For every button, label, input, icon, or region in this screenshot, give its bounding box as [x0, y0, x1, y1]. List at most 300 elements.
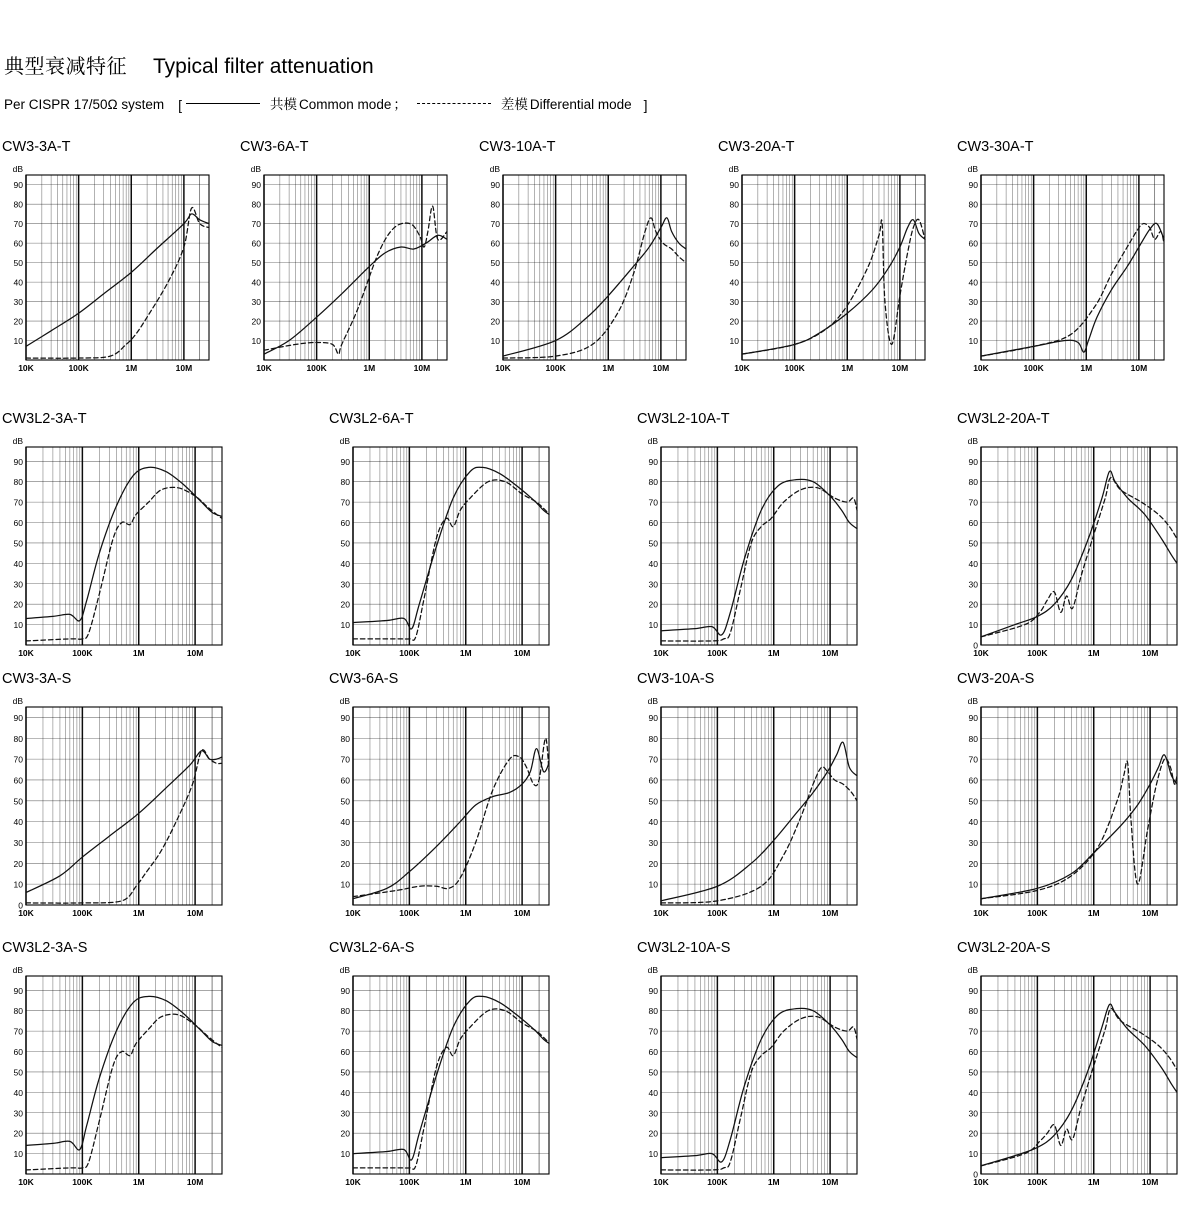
legend-common-en: Common mode	[299, 97, 392, 113]
svg-text:10K: 10K	[973, 362, 989, 373]
svg-text:10M: 10M	[513, 647, 531, 658]
svg-text:80: 80	[13, 733, 23, 744]
svg-text:10K: 10K	[653, 1176, 669, 1187]
svg-text:10K: 10K	[973, 907, 989, 918]
chart-title-cw3l2-20a-t: CW3L2-20A-T	[957, 411, 1050, 427]
svg-text:1M: 1M	[602, 362, 615, 373]
svg-text:30: 30	[340, 1107, 350, 1118]
svg-text:10: 10	[968, 335, 978, 346]
svg-text:70: 70	[490, 218, 500, 229]
svg-text:30: 30	[968, 1107, 978, 1118]
svg-text:10: 10	[729, 335, 739, 346]
svg-text:40: 40	[340, 1087, 350, 1098]
svg-text:30: 30	[968, 837, 978, 848]
chart-plot-cw3-20a-t	[716, 161, 931, 376]
legend-diff-en: Differential mode	[529, 97, 632, 113]
svg-text:70: 70	[13, 1026, 23, 1037]
svg-text:20: 20	[648, 599, 658, 610]
svg-text:10: 10	[251, 335, 261, 346]
svg-text:50: 50	[13, 795, 23, 806]
svg-text:1M: 1M	[841, 362, 854, 373]
svg-text:20: 20	[340, 599, 350, 610]
svg-text:20: 20	[340, 1128, 350, 1139]
svg-text:70: 70	[648, 497, 658, 508]
svg-text:10M: 10M	[413, 362, 431, 373]
svg-text:30: 30	[13, 837, 23, 848]
svg-text:70: 70	[968, 754, 978, 765]
svg-text:100K: 100K	[707, 1176, 728, 1187]
svg-text:20: 20	[968, 316, 978, 327]
svg-text:60: 60	[13, 238, 23, 249]
chart-cell-cw3l2-20a-s	[955, 941, 1183, 1190]
svg-text:100K: 100K	[707, 907, 728, 918]
chart-plot-cw3l2-10a-s	[635, 962, 863, 1190]
svg-text:90: 90	[340, 456, 350, 467]
svg-text:10K: 10K	[345, 647, 361, 658]
chart-title-cw3-6a-s: CW3-6A-S	[329, 671, 399, 687]
svg-text:60: 60	[13, 1046, 23, 1057]
svg-text:30: 30	[13, 296, 23, 307]
legend-diff-cn: 差模	[500, 97, 528, 113]
svg-text:40: 40	[968, 816, 978, 827]
svg-text:40: 40	[729, 277, 739, 288]
svg-text:20: 20	[490, 316, 500, 327]
svg-text:80: 80	[251, 199, 261, 210]
chart-cell-cw3l2-3a-t	[0, 412, 228, 661]
chart-cell-cw3l2-6a-s	[327, 941, 555, 1190]
chart-cell-cw3-6a-s	[327, 672, 555, 921]
svg-text:20: 20	[968, 599, 978, 610]
svg-text:70: 70	[648, 1026, 658, 1037]
svg-text:100K: 100K	[399, 647, 420, 658]
svg-text:50: 50	[13, 1066, 23, 1077]
svg-text:40: 40	[968, 277, 978, 288]
svg-text:80: 80	[13, 476, 23, 487]
svg-text:1M: 1M	[767, 907, 780, 918]
svg-text:10K: 10K	[973, 1176, 989, 1187]
svg-text:10M: 10M	[186, 1176, 204, 1187]
bracket-open: [	[178, 97, 183, 113]
svg-text:20: 20	[251, 316, 261, 327]
svg-text:60: 60	[648, 517, 658, 528]
svg-text:100K: 100K	[707, 647, 728, 658]
svg-text:10: 10	[968, 619, 978, 630]
svg-text:10: 10	[13, 335, 23, 346]
svg-text:1M: 1M	[459, 647, 472, 658]
svg-text:10K: 10K	[653, 907, 669, 918]
svg-text:80: 80	[13, 199, 23, 210]
svg-text:30: 30	[251, 296, 261, 307]
svg-text:100K: 100K	[399, 1176, 420, 1187]
chart-plot-cw3l2-6a-s	[327, 962, 555, 1190]
svg-text:80: 80	[968, 476, 978, 487]
chart-plot-cw3-6a-t	[238, 161, 453, 376]
chart-title-cw3-20a-s: CW3-20A-S	[957, 671, 1035, 687]
svg-text:10M: 10M	[1141, 1176, 1159, 1187]
chart-cell-cw3-3a-s	[0, 672, 228, 921]
svg-text:90: 90	[968, 456, 978, 467]
chart-plot-cw3l2-10a-t	[635, 433, 863, 661]
dashed-line-icon	[417, 103, 491, 104]
legend-separator: ；	[393, 97, 407, 113]
chart-title-cw3-10a-s: CW3-10A-S	[637, 671, 715, 687]
chart-cell-cw3l2-20a-t	[955, 412, 1183, 661]
svg-text:90: 90	[648, 985, 658, 996]
svg-text:70: 70	[729, 218, 739, 229]
svg-text:80: 80	[340, 1005, 350, 1016]
svg-text:10M: 10M	[186, 647, 204, 658]
svg-text:70: 70	[251, 218, 261, 229]
svg-text:100K: 100K	[72, 907, 93, 918]
bracket-close: ]	[643, 97, 648, 113]
svg-text:10M: 10M	[821, 1176, 839, 1187]
svg-text:80: 80	[340, 733, 350, 744]
svg-text:40: 40	[13, 1087, 23, 1098]
chart-plot-cw3-10a-s	[635, 693, 863, 921]
svg-text:10: 10	[13, 879, 23, 890]
svg-text:50: 50	[968, 257, 978, 268]
svg-text:10M: 10M	[1141, 907, 1159, 918]
svg-text:10: 10	[340, 619, 350, 630]
svg-text:dB: dB	[12, 163, 23, 174]
svg-text:dB: dB	[12, 695, 23, 706]
svg-text:100K: 100K	[72, 647, 93, 658]
svg-text:70: 70	[13, 497, 23, 508]
svg-text:10: 10	[340, 1148, 350, 1159]
svg-text:30: 30	[648, 837, 658, 848]
svg-text:10K: 10K	[973, 647, 989, 658]
chart-plot-cw3-20a-s	[955, 693, 1183, 921]
svg-text:30: 30	[13, 578, 23, 589]
svg-text:1M: 1M	[132, 647, 145, 658]
chart-cell-cw3l2-10a-t	[635, 412, 863, 661]
svg-text:90: 90	[729, 179, 739, 190]
svg-text:30: 30	[729, 296, 739, 307]
svg-text:1M: 1M	[767, 647, 780, 658]
svg-text:dB: dB	[967, 964, 978, 975]
svg-text:90: 90	[968, 179, 978, 190]
svg-text:1M: 1M	[459, 1176, 472, 1187]
chart-cell-cw3-20a-t	[716, 140, 931, 376]
chart-plot-cw3-3a-t	[0, 161, 215, 376]
svg-text:dB: dB	[967, 435, 978, 446]
svg-text:dB: dB	[647, 435, 658, 446]
chart-title-cw3l2-6a-t: CW3L2-6A-T	[329, 411, 414, 427]
svg-text:100K: 100K	[1023, 362, 1044, 373]
chart-plot-cw3-10a-t	[477, 161, 692, 376]
svg-text:0: 0	[973, 640, 978, 650]
svg-text:80: 80	[490, 199, 500, 210]
svg-text:20: 20	[13, 1128, 23, 1139]
svg-text:100K: 100K	[68, 362, 89, 373]
svg-text:60: 60	[729, 238, 739, 249]
chart-title-cw3-20a-t: CW3-20A-T	[718, 139, 795, 155]
chart-title-cw3-6a-t: CW3-6A-T	[240, 139, 309, 155]
svg-text:20: 20	[13, 599, 23, 610]
svg-text:dB: dB	[647, 695, 658, 706]
chart-title-cw3l2-6a-s: CW3L2-6A-S	[329, 940, 415, 956]
svg-text:60: 60	[340, 517, 350, 528]
svg-text:10K: 10K	[18, 647, 34, 658]
svg-text:50: 50	[968, 1066, 978, 1077]
svg-text:20: 20	[968, 1128, 978, 1139]
measurement-standard-label: Per CISPR 17/50Ω system	[4, 97, 165, 113]
svg-text:90: 90	[13, 985, 23, 996]
svg-text:10: 10	[968, 879, 978, 890]
svg-text:1M: 1M	[132, 907, 145, 918]
svg-text:30: 30	[490, 296, 500, 307]
svg-text:90: 90	[13, 712, 23, 723]
svg-text:20: 20	[340, 858, 350, 869]
svg-text:90: 90	[968, 712, 978, 723]
svg-text:60: 60	[968, 238, 978, 249]
svg-text:40: 40	[490, 277, 500, 288]
svg-text:1M: 1M	[1087, 1176, 1100, 1187]
svg-text:10M: 10M	[186, 907, 204, 918]
svg-text:40: 40	[13, 816, 23, 827]
chart-title-cw3-30a-t: CW3-30A-T	[957, 139, 1034, 155]
svg-text:10K: 10K	[18, 1176, 34, 1187]
svg-text:70: 70	[340, 1026, 350, 1037]
chart-cell-cw3-30a-t	[955, 140, 1170, 376]
chart-plot-cw3l2-3a-t	[0, 433, 228, 661]
svg-text:70: 70	[648, 754, 658, 765]
svg-text:70: 70	[968, 1026, 978, 1037]
svg-text:30: 30	[968, 296, 978, 307]
chart-title-cw3l2-3a-s: CW3L2-3A-S	[2, 940, 88, 956]
svg-text:80: 80	[729, 199, 739, 210]
svg-text:90: 90	[13, 179, 23, 190]
svg-text:10: 10	[340, 879, 350, 890]
chart-plot-cw3-6a-s	[327, 693, 555, 921]
svg-text:100K: 100K	[306, 362, 327, 373]
svg-text:10: 10	[648, 619, 658, 630]
svg-text:50: 50	[340, 795, 350, 806]
chart-title-cw3l2-10a-t: CW3L2-10A-T	[637, 411, 730, 427]
svg-text:40: 40	[968, 558, 978, 569]
svg-text:70: 70	[340, 754, 350, 765]
svg-text:70: 70	[13, 218, 23, 229]
svg-text:20: 20	[13, 316, 23, 327]
svg-text:90: 90	[13, 456, 23, 467]
svg-text:90: 90	[340, 985, 350, 996]
svg-text:50: 50	[968, 795, 978, 806]
chart-title-cw3l2-20a-s: CW3L2-20A-S	[957, 940, 1051, 956]
svg-text:30: 30	[648, 1107, 658, 1118]
svg-text:100K: 100K	[1027, 1176, 1048, 1187]
chart-title-cw3-10a-t: CW3-10A-T	[479, 139, 556, 155]
svg-text:100K: 100K	[399, 907, 420, 918]
page-title-cn: 典型衰减特征	[4, 56, 127, 78]
chart-cell-cw3-6a-t	[238, 140, 453, 376]
svg-text:10K: 10K	[345, 907, 361, 918]
svg-text:70: 70	[13, 754, 23, 765]
svg-text:70: 70	[968, 218, 978, 229]
svg-text:60: 60	[13, 517, 23, 528]
svg-text:20: 20	[13, 858, 23, 869]
svg-text:10: 10	[490, 335, 500, 346]
svg-text:60: 60	[968, 517, 978, 528]
svg-text:40: 40	[13, 558, 23, 569]
svg-text:dB: dB	[967, 695, 978, 706]
svg-text:90: 90	[968, 985, 978, 996]
chart-title-cw3l2-3a-t: CW3L2-3A-T	[2, 411, 87, 427]
svg-text:90: 90	[251, 179, 261, 190]
svg-text:100K: 100K	[545, 362, 566, 373]
svg-text:70: 70	[968, 497, 978, 508]
svg-text:10M: 10M	[821, 907, 839, 918]
svg-text:60: 60	[13, 774, 23, 785]
svg-text:80: 80	[648, 476, 658, 487]
chart-title-cw3l2-10a-s: CW3L2-10A-S	[637, 940, 731, 956]
svg-text:60: 60	[968, 1046, 978, 1057]
svg-text:10M: 10M	[175, 362, 193, 373]
svg-text:10M: 10M	[652, 362, 670, 373]
svg-text:40: 40	[648, 816, 658, 827]
chart-plot-cw3l2-20a-t	[955, 433, 1183, 661]
svg-text:dB: dB	[339, 435, 350, 446]
svg-text:10M: 10M	[513, 1176, 531, 1187]
svg-text:50: 50	[729, 257, 739, 268]
svg-text:10: 10	[13, 1148, 23, 1159]
svg-text:1M: 1M	[1087, 907, 1100, 918]
svg-text:60: 60	[968, 774, 978, 785]
chart-cell-cw3-3a-t	[0, 140, 215, 376]
svg-text:1M: 1M	[363, 362, 376, 373]
svg-text:60: 60	[251, 238, 261, 249]
svg-text:90: 90	[340, 712, 350, 723]
svg-text:50: 50	[968, 537, 978, 548]
svg-text:10M: 10M	[1141, 647, 1159, 658]
svg-text:90: 90	[648, 712, 658, 723]
svg-text:dB: dB	[728, 163, 739, 174]
svg-text:1M: 1M	[1087, 647, 1100, 658]
svg-text:80: 80	[13, 1005, 23, 1016]
chart-cell-cw3l2-3a-s	[0, 941, 228, 1190]
svg-text:80: 80	[968, 1005, 978, 1016]
svg-text:80: 80	[968, 199, 978, 210]
svg-text:10: 10	[648, 1148, 658, 1159]
chart-title-cw3-3a-s: CW3-3A-S	[2, 671, 72, 687]
svg-text:30: 30	[340, 578, 350, 589]
svg-text:0: 0	[973, 1169, 978, 1179]
svg-text:10: 10	[13, 619, 23, 630]
svg-text:10M: 10M	[513, 907, 531, 918]
svg-text:80: 80	[648, 733, 658, 744]
svg-text:50: 50	[340, 1066, 350, 1077]
svg-text:40: 40	[340, 558, 350, 569]
svg-text:60: 60	[648, 1046, 658, 1057]
svg-text:dB: dB	[967, 163, 978, 174]
svg-text:60: 60	[490, 238, 500, 249]
svg-text:60: 60	[648, 774, 658, 785]
svg-text:10M: 10M	[821, 647, 839, 658]
svg-text:50: 50	[340, 537, 350, 548]
svg-text:100K: 100K	[784, 362, 805, 373]
svg-text:40: 40	[13, 277, 23, 288]
svg-text:1M: 1M	[767, 1176, 780, 1187]
svg-text:10K: 10K	[653, 647, 669, 658]
svg-text:90: 90	[490, 179, 500, 190]
svg-text:70: 70	[340, 497, 350, 508]
svg-text:100K: 100K	[1027, 647, 1048, 658]
svg-text:1M: 1M	[132, 1176, 145, 1187]
chart-cell-cw3l2-10a-s	[635, 941, 863, 1190]
chart-title-cw3-3a-t: CW3-3A-T	[2, 139, 71, 155]
svg-text:50: 50	[13, 537, 23, 548]
svg-text:10K: 10K	[495, 362, 511, 373]
svg-text:10M: 10M	[891, 362, 909, 373]
svg-text:dB: dB	[339, 695, 350, 706]
svg-text:dB: dB	[339, 964, 350, 975]
svg-text:40: 40	[251, 277, 261, 288]
svg-text:80: 80	[648, 1005, 658, 1016]
svg-text:40: 40	[340, 816, 350, 827]
svg-text:10: 10	[968, 1148, 978, 1159]
svg-text:10K: 10K	[256, 362, 272, 373]
svg-text:20: 20	[648, 858, 658, 869]
svg-text:50: 50	[648, 537, 658, 548]
svg-text:dB: dB	[12, 435, 23, 446]
svg-text:20: 20	[968, 858, 978, 869]
svg-text:10: 10	[648, 879, 658, 890]
svg-text:dB: dB	[647, 964, 658, 975]
svg-text:30: 30	[13, 1107, 23, 1118]
svg-text:50: 50	[648, 795, 658, 806]
svg-text:60: 60	[340, 1046, 350, 1057]
chart-cell-cw3-20a-s	[955, 672, 1183, 921]
chart-cell-cw3-10a-t	[477, 140, 692, 376]
svg-text:50: 50	[13, 257, 23, 268]
svg-text:10K: 10K	[18, 907, 34, 918]
chart-cell-cw3l2-6a-t	[327, 412, 555, 661]
svg-text:100K: 100K	[72, 1176, 93, 1187]
svg-text:30: 30	[648, 578, 658, 589]
chart-plot-cw3l2-20a-s	[955, 962, 1183, 1190]
svg-text:dB: dB	[489, 163, 500, 174]
svg-text:60: 60	[340, 774, 350, 785]
svg-text:50: 50	[648, 1066, 658, 1077]
svg-text:80: 80	[968, 733, 978, 744]
svg-text:10K: 10K	[345, 1176, 361, 1187]
chart-plot-cw3-30a-t	[955, 161, 1170, 376]
svg-text:80: 80	[340, 476, 350, 487]
svg-text:1M: 1M	[1080, 362, 1093, 373]
legend-common-cn: 共模	[270, 97, 298, 113]
page-title-en: Typical filter attenuation	[153, 55, 374, 78]
chart-plot-cw3l2-3a-s	[0, 962, 228, 1190]
chart-cell-cw3-10a-s	[635, 672, 863, 921]
svg-text:10M: 10M	[1130, 362, 1148, 373]
svg-text:40: 40	[648, 558, 658, 569]
svg-text:50: 50	[490, 257, 500, 268]
svg-text:dB: dB	[250, 163, 261, 174]
svg-text:90: 90	[648, 456, 658, 467]
svg-text:40: 40	[648, 1087, 658, 1098]
legend-row	[4, 98, 652, 112]
svg-text:30: 30	[340, 837, 350, 848]
svg-text:40: 40	[968, 1087, 978, 1098]
solid-line-icon	[186, 103, 260, 104]
svg-text:20: 20	[648, 1128, 658, 1139]
svg-text:dB: dB	[12, 964, 23, 975]
svg-text:10K: 10K	[734, 362, 750, 373]
page-title	[4, 56, 374, 77]
svg-text:50: 50	[251, 257, 261, 268]
svg-text:1M: 1M	[459, 907, 472, 918]
svg-text:0: 0	[18, 900, 23, 910]
svg-text:1M: 1M	[125, 362, 138, 373]
